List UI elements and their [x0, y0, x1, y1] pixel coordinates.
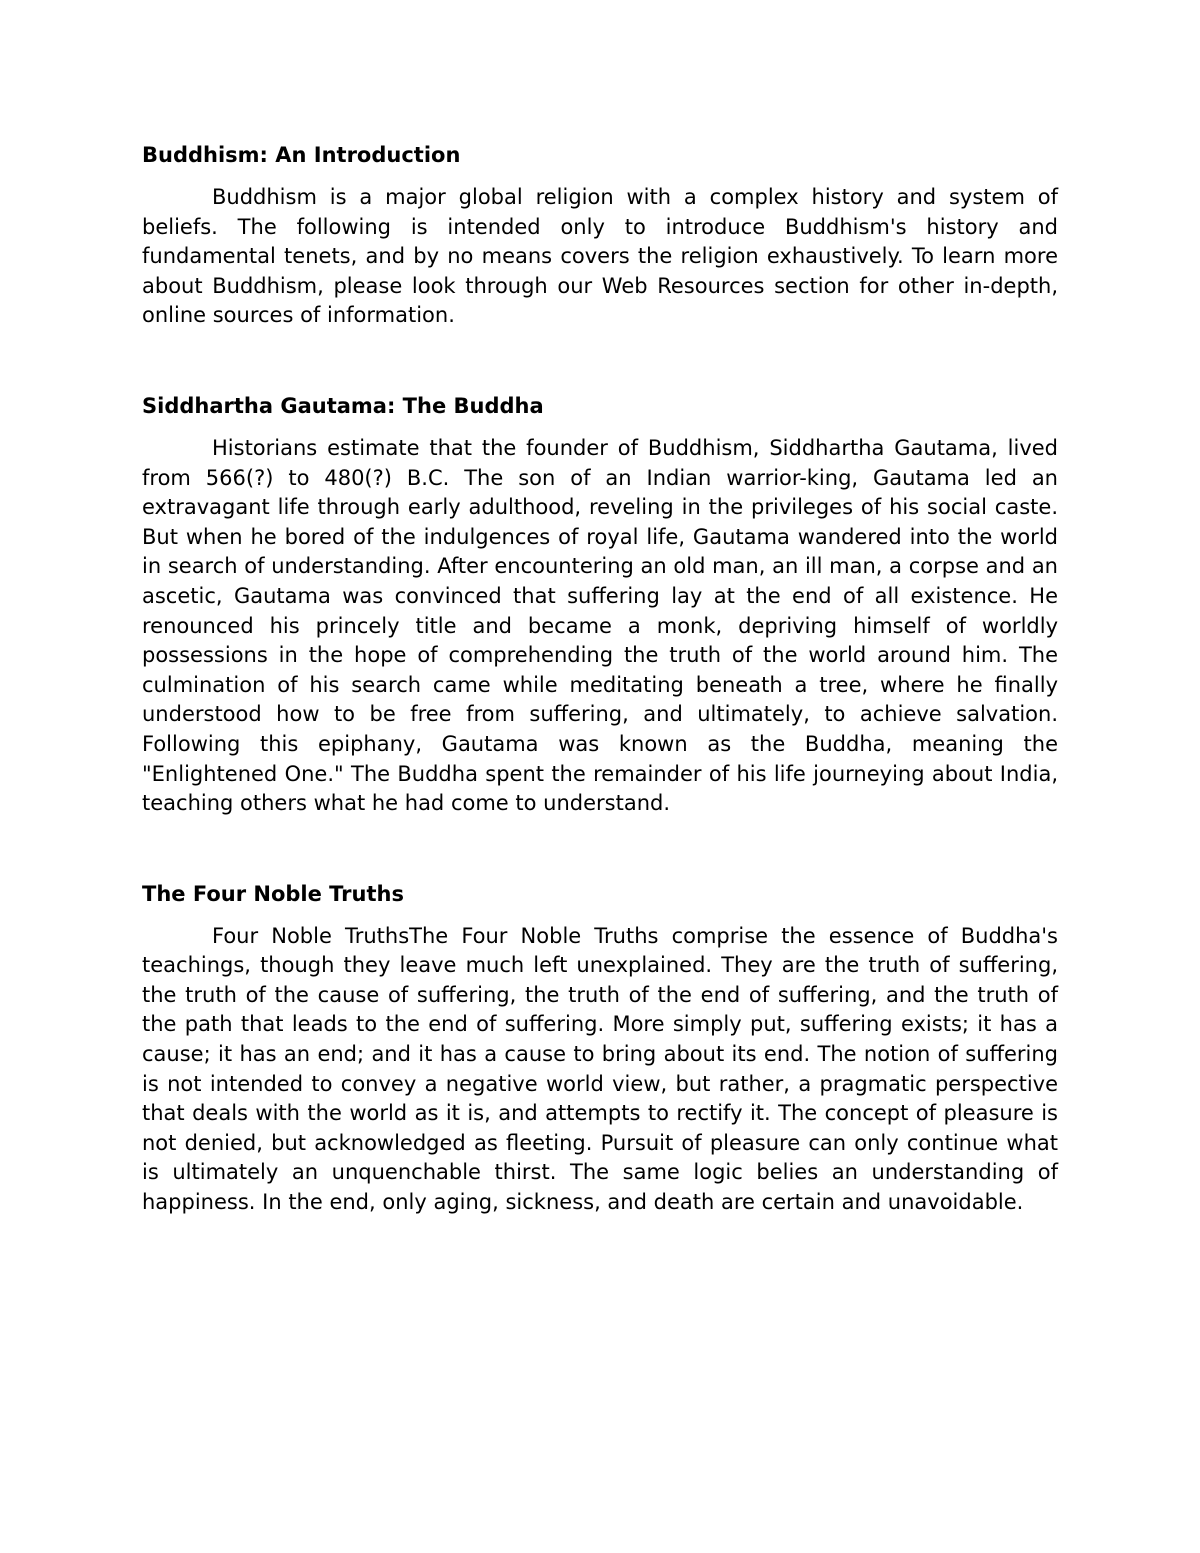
section-four-noble-truths — [142, 879, 1058, 1218]
section-paragraph: Buddhism is a major global religion with a complex history and system of beliefs. The following is intended only to introduce Buddhism's history and fundamental tenets, and by no means covers the religion exhaustively. To learn more about Buddhism, please look through our Web Resources section for other in-depth, online sources of information. — [142, 185, 1058, 328]
section-heading: The Four Noble Truths — [142, 881, 404, 906]
section-paragraph: Four Noble TruthsThe Four Noble Truths comprise the essence of Buddha's teachings, though they leave much left unexplained. They are the truth of suffering, the truth of the cause of suffering, the truth of the end of suffering, and the truth of the path that leads to the end of suffering. More simply put, suffering exists; it has a cause; it has an end; and it has a cause to bring about its end. The notion of suffering is not intended to convey a negative world view, but rather, a pragmatic perspective that deals with the world as it is, and attempts to rectify it. The concept of pleasure is not denied, but acknowledged as fleeting. Pursuit of pleasure can only continue what is ultimately an unquenchable thirst. The same logic belies an understanding of happiness. In the end, only aging, sickness, and death are certain and unavoidable. — [142, 923, 1058, 1215]
section-introduction — [142, 140, 1058, 331]
section-heading: Siddhartha Gautama: The Buddha — [142, 393, 544, 418]
section-siddhartha-gautama — [142, 391, 1058, 819]
section-heading: Buddhism: An Introduction — [142, 143, 461, 167]
section-paragraph: Historians estimate that the founder of Buddhism, Siddhartha Gautama, lived from 566(?) to 480(?) B.C. The son of an Indian warrior-king, Gautama led an extravagant life through early adulthood, reveling in the privileges of his social caste. But when he bored of the indulgences of royal life, Gautama wandered into the world in search of understanding. After encountering an old man, an ill man, a corpse and an ascetic, Gautama was convinced that suffering lay at the end of all existence. He renounced his princely title and became a monk, depriving himself of worldly possessions in the hope of comprehending the truth of the world around him. The culmination of his search came while meditating beneath a tree, where he finally understood how to be free from suffering, and ultimately, to achieve salvation. Following this epiphany, Gautama was known as the Buddha, meaning the "Enlightened One." The Buddha spent the remainder of his life journeying about India, teaching others what he had come to understand. — [142, 435, 1058, 816]
document-body — [142, 140, 1058, 1218]
